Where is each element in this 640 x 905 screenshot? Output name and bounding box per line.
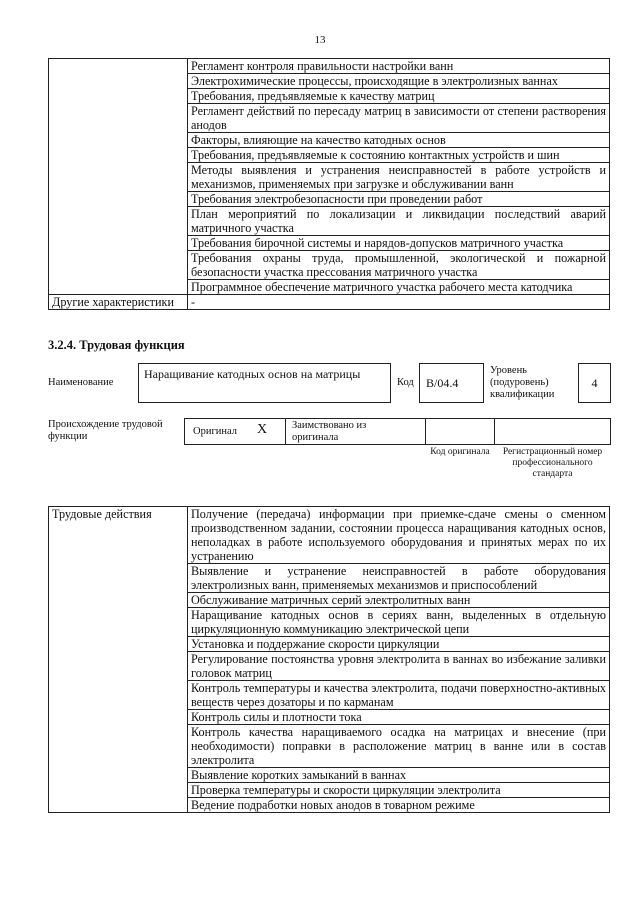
table-row — [49, 295, 610, 310]
page-number: 13 — [314, 34, 326, 46]
original-mark: X — [257, 422, 268, 437]
table-cell: Наращивание катодных основ в сериях ванн, выделенных в отдельную циркуляционную коммуникацию электрической цепи — [188, 608, 610, 637]
original-cell — [184, 418, 286, 445]
table-cell: Контроль качества наращиваемого осадка на матрицах и внесение (при необходимости) поправки в расположение матриц в ванне или в состав электролита — [188, 725, 610, 768]
table-cell: Ведение подработки новых анодов в товарном режиме — [188, 798, 610, 813]
table-cell: Контроль силы и плотности тока — [188, 710, 610, 725]
table-cell: Требования, предъявляемые к состоянию контактных устройств и шин — [188, 148, 610, 163]
table-cell: Программное обеспечение матричного участка рабочего места катодчика — [188, 280, 610, 295]
borrowed-label: Заимствовано из оригинала — [292, 420, 367, 443]
table-cell: Контроль температуры и качества электролита, подачи поверхностно-активных веществ через дозаторы и по карманам — [188, 681, 610, 710]
function-name-value: Наращивание катодных основ на матрицы — [144, 367, 361, 381]
code-label: Код — [397, 377, 414, 388]
knowledge-table — [48, 58, 610, 310]
table-cell: Выявление и устранение неисправностей в работе оборудования электролизных ванн, применяемых механизмов и приспособлений — [188, 564, 610, 593]
table-cell: Факторы, влияющие на качество катодных основ — [188, 133, 610, 148]
table-cell: Регламент действий по пересаду матриц в зависимости от степени растворения анодов — [188, 104, 610, 133]
table-cell: Установка и поддержание скорости циркуляции — [188, 637, 610, 652]
empty-label-cell — [49, 59, 188, 295]
labor-actions-table — [48, 506, 610, 813]
table-row — [49, 59, 610, 74]
code-box — [419, 363, 484, 403]
other-characteristics-label: Другие характеристики — [49, 295, 188, 310]
borrowed-cell — [285, 418, 426, 445]
section-title: 3.2.4. Трудовая функция — [48, 338, 185, 352]
origin-label: Происхождение трудовой функции — [48, 419, 163, 442]
table-cell: Регулирование постоянства уровня электролита в ваннах во избежание заливки головок матриц — [188, 652, 610, 681]
table-cell: Обслуживание матричных серий электролитных ванн — [188, 593, 610, 608]
labor-actions-label: Трудовые действия — [49, 507, 188, 813]
other-characteristics-value: - — [188, 295, 610, 310]
origin-code-cell — [425, 418, 495, 445]
reg-number-caption: Регистрационный номер профессионального стандарта — [502, 447, 603, 479]
table-cell: Требования охраны труда, промышленной, экологической и пожарной безопасности участка прессования матричного участка — [188, 251, 610, 280]
table-cell: Требования бирочной системы и нарядов-допусков матричного участка — [188, 236, 610, 251]
qualification-level-label: Уровень (подуровень) квалификации — [490, 365, 555, 400]
name-label: Наименование — [48, 377, 114, 388]
table-cell: Требования электробезопасности при проведении работ — [188, 192, 610, 207]
table-row — [49, 507, 610, 564]
table-cell: Выявление коротких замыканий в ваннах — [188, 768, 610, 783]
table-cell: Проверка температуры и скорости циркуляции электролита — [188, 783, 610, 798]
qualification-level-value: 4 — [591, 376, 598, 390]
table-cell: Электрохимические процессы, происходящие в электролизных ваннах — [188, 74, 610, 89]
table-cell: Получение (передача) информации при приемке-сдаче смены о сменном производственном задании, состоянии процесса наращивания катодных основ, неполадках в работе используемого оборудования и принятых мерах по их устранению — [188, 507, 610, 564]
function-name-box — [138, 363, 391, 403]
table-cell: Требования, предъявляемые к качеству матриц — [188, 89, 610, 104]
code-value: B/04.4 — [426, 376, 459, 390]
origin-code-caption: Код оригинала — [430, 447, 490, 457]
qualification-level-box — [578, 363, 611, 403]
table-cell: Регламент контроля правильности настройки ванн — [188, 59, 610, 74]
table-cell: План мероприятий по локализации и ликвидации последствий аварий матричного участка — [188, 207, 610, 236]
original-label: Оригинал — [193, 426, 237, 437]
table-cell: Методы выявления и устранения неисправностей в работе устройств и механизмов, применяемых при загрузке и обслуживании ванн — [188, 163, 610, 192]
reg-number-cell — [494, 418, 611, 445]
